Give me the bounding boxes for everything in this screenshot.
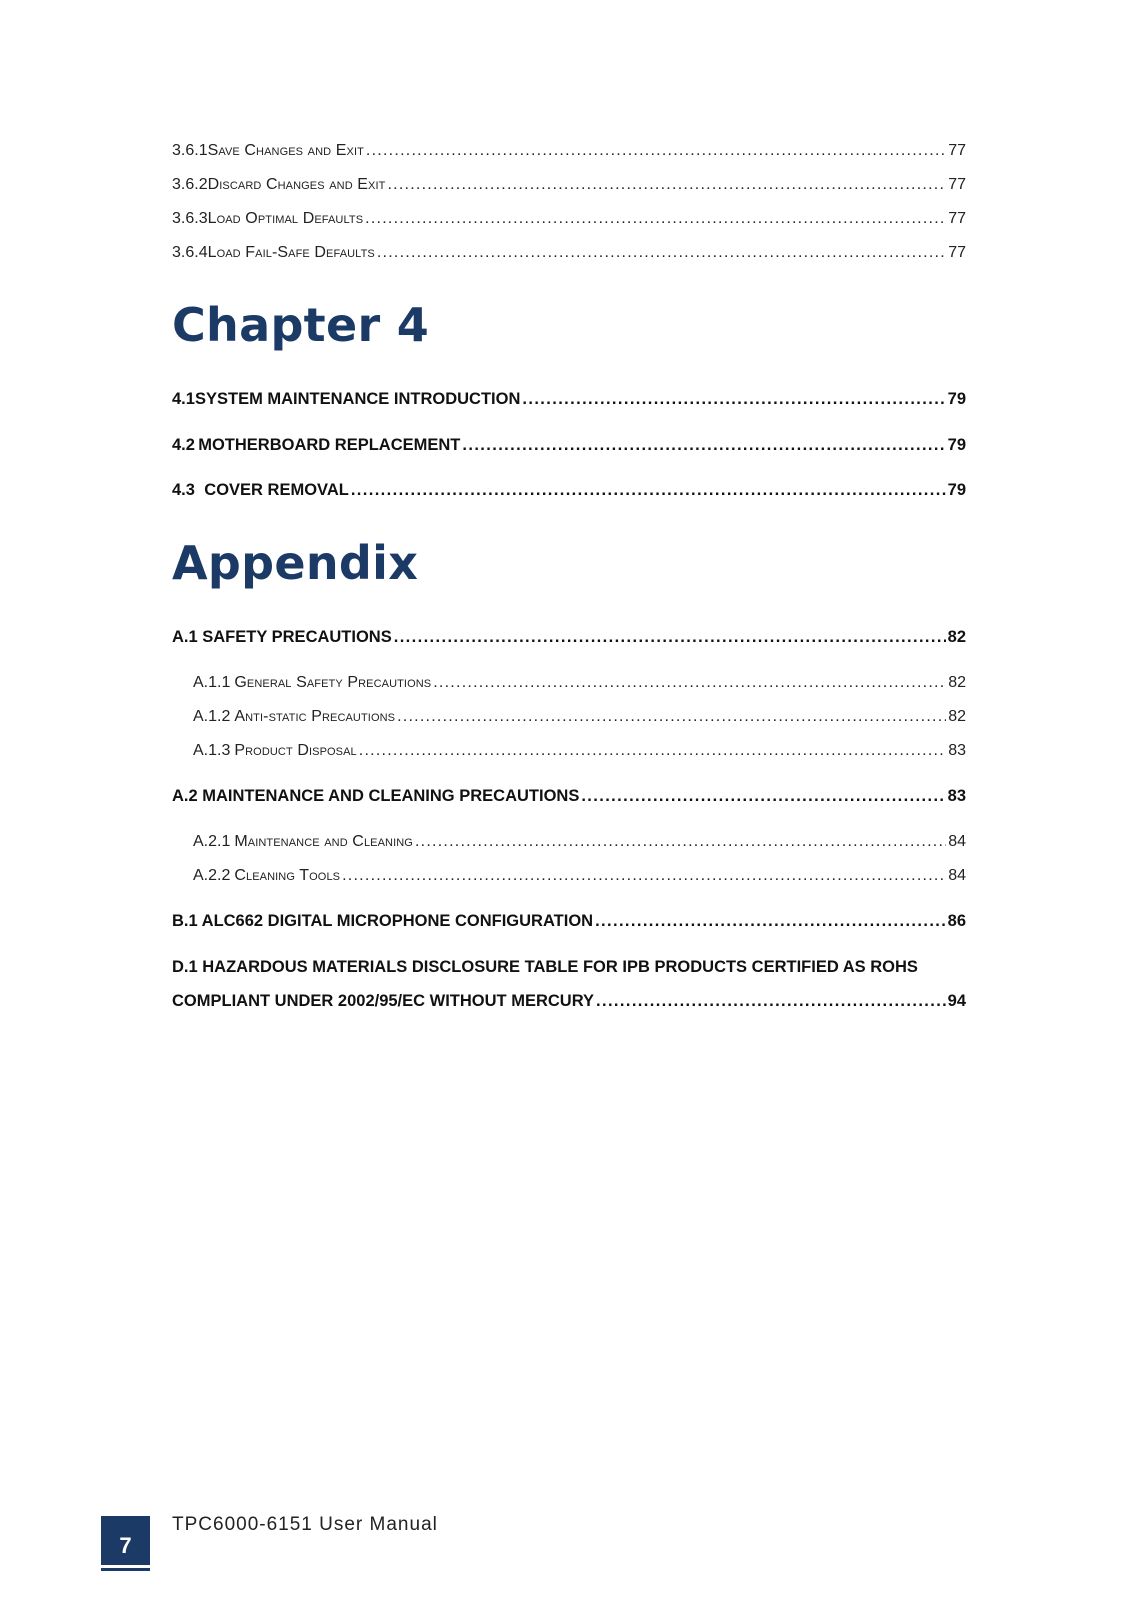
toc-entry-title: D.1 HAZARDOUS MATERIALS DISCLOSURE TABLE FOR IPB PRODUCTS CERTIFIED AS ROHS — [172, 958, 918, 976]
dot-leader — [366, 142, 946, 160]
toc-entry-title: B.1 ALC662 DIGITAL MICROPHONE CONFIGURATION — [172, 912, 594, 930]
toc-entry-number: 4.2 — [172, 436, 195, 454]
toc-entry-3-6-1[interactable] — [172, 142, 966, 166]
dot-leader — [351, 481, 946, 500]
toc-entry-page: 77 — [948, 142, 966, 159]
toc-entry-number: A.1.3 — [193, 742, 231, 759]
dot-leader — [595, 912, 946, 931]
toc-entry-title: MOTHERBOARD REPLACEMENT — [198, 436, 461, 454]
page-number-badge — [101, 1516, 150, 1565]
toc-entry-page: 83 — [948, 742, 966, 759]
toc-entry-4-2[interactable] — [172, 436, 966, 460]
toc-entry-page: 82 — [947, 628, 966, 646]
toc-entry-a-2[interactable] — [172, 787, 966, 811]
dot-leader — [387, 176, 946, 194]
page-number: 7 — [119, 1533, 132, 1558]
toc-entry-title: Cleaning Tools — [234, 867, 341, 884]
toc-entry-a-2-1[interactable] — [193, 833, 966, 857]
toc-entry-page: 82 — [948, 674, 966, 691]
toc-entry-a-1-3[interactable] — [193, 742, 966, 766]
toc-entry-4-1[interactable] — [172, 390, 966, 414]
toc-entry-number: A.1.2 — [193, 708, 231, 725]
toc-entry-d-1-line2[interactable] — [172, 992, 966, 1016]
dot-leader — [365, 210, 946, 228]
toc-entry-number: A.1.1 — [193, 674, 231, 691]
toc-entry-page: 79 — [947, 390, 966, 408]
toc-entry-page: 86 — [947, 912, 966, 930]
toc-entry-title: Save Changes and Exit — [207, 142, 364, 159]
dot-leader — [522, 390, 945, 409]
toc-entry-a-1-2[interactable] — [193, 708, 966, 732]
toc-entry-number: 3.6.2 — [172, 176, 208, 193]
toc-entry-3-6-2[interactable] — [172, 176, 966, 200]
toc-entry-4-3[interactable] — [172, 481, 966, 505]
dot-leader — [359, 742, 946, 760]
dot-leader — [462, 436, 945, 455]
chapter-4-heading: Chapter 4 — [172, 298, 430, 352]
dot-leader — [581, 787, 945, 806]
toc-entry-title: Product Disposal — [234, 742, 357, 759]
toc-entry-title: SYSTEM MAINTENANCE INTRODUCTION — [194, 390, 521, 408]
toc-entry-title: Load Fail-Safe Defaults — [207, 244, 375, 261]
dot-leader — [377, 244, 946, 262]
toc-entry-title: A.2 MAINTENANCE AND CLEANING PRECAUTIONS — [172, 787, 580, 805]
manual-title: TPC6000-6151 User Manual — [172, 1514, 438, 1535]
toc-entry-page: 94 — [947, 992, 966, 1010]
toc-entry-3-6-3[interactable] — [172, 210, 966, 234]
toc-entry-3-6-4[interactable] — [172, 244, 966, 268]
toc-entry-number: 3.6.3 — [172, 210, 208, 227]
dot-leader — [397, 708, 946, 726]
toc-entry-page: 84 — [948, 867, 966, 884]
toc-entry-title: Maintenance and Cleaning — [234, 833, 413, 850]
toc-entry-number: A.2.1 — [193, 833, 231, 850]
dot-leader — [415, 833, 946, 851]
toc-entry-page: 84 — [948, 833, 966, 850]
toc-entry-a-2-2[interactable] — [193, 867, 966, 891]
toc-entry-page: 82 — [948, 708, 966, 725]
toc-entry-page: 77 — [948, 176, 966, 193]
toc-entry-title: Discard Changes and Exit — [207, 176, 386, 193]
toc-entry-title: COVER REMOVAL — [204, 481, 349, 499]
toc-entry-a-1-1[interactable] — [193, 674, 966, 698]
toc-entry-page: 77 — [948, 244, 966, 261]
toc-entry-number: A.2.2 — [193, 867, 231, 884]
toc-entry-d-1-line1[interactable] — [172, 958, 966, 982]
toc-entry-number: 3.6.1 — [172, 142, 208, 159]
toc-entry-page: 79 — [947, 436, 966, 454]
footer-rule — [101, 1568, 150, 1571]
toc-entry-title: COMPLIANT UNDER 2002/95/EC WITHOUT MERCURY — [172, 992, 595, 1010]
toc-entry-page: 79 — [947, 481, 966, 499]
toc-entry-title: Load Optimal Defaults — [207, 210, 364, 227]
toc-entry-title: A.1 SAFETY PRECAUTIONS — [172, 628, 392, 646]
toc-entry-b-1[interactable] — [172, 912, 966, 936]
appendix-heading: Appendix — [172, 536, 419, 590]
toc-entry-number: 4.3 — [172, 481, 195, 499]
toc-entry-a-1[interactable] — [172, 628, 966, 652]
dot-leader — [596, 992, 946, 1011]
dot-leader — [394, 628, 946, 647]
toc-entry-number: 3.6.4 — [172, 244, 208, 261]
toc-entry-title: Anti-static Precautions — [234, 708, 396, 725]
dot-leader — [433, 674, 946, 692]
toc-entry-title: General Safety Precautions — [234, 674, 432, 691]
toc-entry-page: 83 — [947, 787, 966, 805]
toc-entry-number: 4.1 — [172, 390, 195, 408]
dot-leader — [342, 867, 946, 885]
toc-entry-page: 77 — [948, 210, 966, 227]
